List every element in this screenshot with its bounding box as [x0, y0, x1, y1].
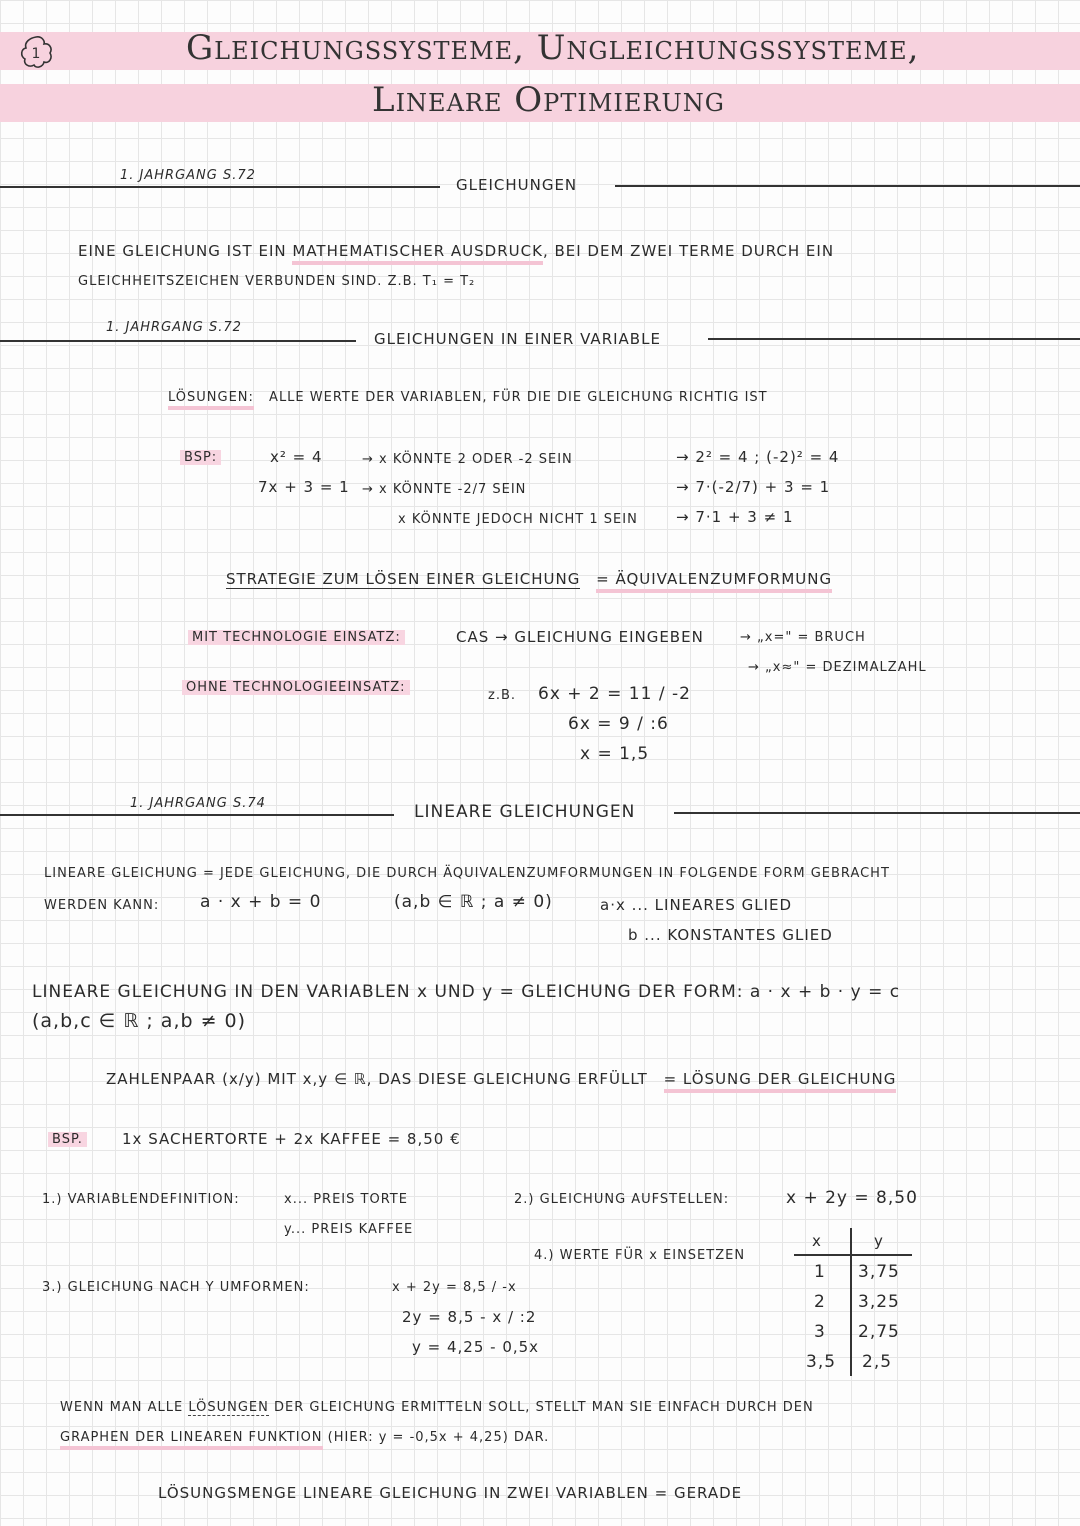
ex1-equation: x² = 4	[270, 448, 323, 466]
pair-row	[106, 1070, 896, 1088]
pair-result: = LÖSUNG DER GLEICHUNG	[664, 1070, 897, 1093]
section1-rule-right	[615, 185, 1080, 187]
graph-line1-d: ERMITTELN SOLL, STELLT MAN SIE EINFACH DURCH DEN	[401, 1400, 814, 1415]
section2-ref: 1. JAHRGANG S.72	[106, 320, 242, 335]
section3-heading: LINEARE GLEICHUNGEN	[414, 802, 636, 822]
graph-line2-a: GRAPHEN DER LINEAREN FUNKTION	[60, 1430, 323, 1450]
notech-step3: x = 1,5	[580, 744, 650, 764]
table-divider	[850, 1228, 852, 1376]
section3-rule-left	[0, 814, 394, 816]
linear-def-form: a · x + b = 0	[200, 892, 322, 912]
page-title-line2: Lineare Optimierung	[372, 80, 725, 120]
table-row-2-x: 2	[814, 1292, 826, 1312]
graph-line1-a: WENN MAN ALLE	[60, 1400, 184, 1415]
step1-x: x... PREIS TORTE	[284, 1192, 408, 1207]
step4-label: 4.) WERTE FÜR x EINSETZEN	[534, 1248, 746, 1263]
def-text-highlight: MATHEMATISCHER AUSDRUCK	[292, 242, 543, 265]
final-statement: LÖSUNGSMENGE LINEARE GLEICHUNG IN ZWEI VARIABLEN = GERADE	[158, 1484, 743, 1502]
section2-rule-left	[0, 340, 356, 342]
step3-line2: 2y = 8,5 - x / :2	[402, 1308, 537, 1326]
table-row-3-y: 2,75	[858, 1322, 900, 1342]
ex2-check: → 7·(-2/7) + 3 = 1	[676, 478, 831, 496]
strategy-row	[226, 570, 832, 588]
table-row-1-y: 3,75	[858, 1262, 900, 1282]
two-var-line2: (a,b,c ∈ ℝ ; a,b ≠ 0)	[32, 1010, 247, 1032]
graph-line1-c: DER GLEICHUNG	[274, 1400, 396, 1415]
tech-text: CAS → GLEICHUNG EINGEBEN	[456, 628, 704, 646]
solutions-label: LÖSUNGEN:	[168, 390, 254, 410]
section1-heading: GLEICHUNGEN	[456, 176, 578, 194]
table-row-4-x: 3,5	[806, 1352, 837, 1372]
ex3-check: → 7·1 + 3 ≠ 1	[676, 508, 794, 526]
notech-step2: 6x = 9 / :6	[568, 714, 669, 734]
graph-line1-b: LÖSUNGEN	[188, 1400, 269, 1415]
step3-line3: y = 4,25 - 0,5x	[412, 1338, 540, 1356]
graph-line2-b: (HIER: y = -0,5x + 4,25) DAR.	[327, 1430, 550, 1445]
section2-heading: GLEICHUNGEN IN EINER VARIABLE	[374, 330, 661, 348]
section1-def-line1	[78, 242, 834, 260]
step2-equation: x + 2y = 8,50	[786, 1188, 918, 1208]
table-row-3-x: 3	[814, 1322, 826, 1342]
example-bsp-text: 1x SACHERTORTE + 2x KAFFEE = 8,50 €	[122, 1130, 461, 1148]
section3-rule-right	[674, 812, 1080, 814]
tech-result2: → „x≈" = DEZIMALZAHL	[748, 660, 927, 675]
step3-label: 3.) GLEICHUNG NACH Y UMFORMEN:	[42, 1280, 310, 1295]
section1-def-line2: GLEICHHEITSZEICHEN VERBUNDEN SIND. Z.B. T₁ = T₂	[78, 274, 476, 289]
ex1-note: → x KÖNNTE 2 ODER -2 SEIN	[362, 452, 573, 467]
linear-def-ax: a·x ... LINEARES GLIED	[600, 896, 793, 914]
graph-line2	[60, 1430, 549, 1445]
step1-y: y... PREIS KAFFEE	[284, 1222, 414, 1237]
example-bsp-label: BSP.	[48, 1132, 87, 1147]
notech-zb: z.B.	[488, 688, 517, 703]
def-text-a: EINE GLEICHUNG IST EIN	[78, 242, 287, 260]
page-number: 1	[31, 46, 41, 62]
step1-label: 1.) VARIABLENDEFINITION:	[42, 1192, 240, 1207]
table-row-1-x: 1	[814, 1262, 826, 1282]
table-header-x: x	[812, 1232, 822, 1250]
linear-def-cond: (a,b ∈ ℝ ; a ≠ 0)	[394, 892, 553, 912]
ex2-note: → x KÖNNTE -2/7 SEIN	[362, 482, 527, 497]
strategy-value: = ÄQUIVALENZUMFORMUNG	[596, 570, 832, 593]
linear-def-b: b ... KONSTANTES GLIED	[628, 926, 833, 944]
bsp-label: BSP:	[180, 450, 221, 465]
page-title-line1: Gleichungssysteme, Ungleichungssysteme,	[186, 28, 920, 68]
two-var-line1: LINEARE GLEICHUNG IN DEN VARIABLEN x UND y = GLEICHUNG DER FORM: a · x + b · y = c	[32, 982, 901, 1002]
linear-def-line1: LINEARE GLEICHUNG = JEDE GLEICHUNG, DIE DURCH ÄQUIVALENZUMFORMUNGEN IN FOLGENDE FORM GEBRACHT	[44, 866, 890, 881]
table-row-2-y: 3,25	[858, 1292, 900, 1312]
tech-result1: → „x=" = BRUCH	[740, 630, 866, 645]
notech-label: OHNE TECHNOLOGIEEINSATZ:	[182, 680, 410, 695]
table-row-4-y: 2,5	[862, 1352, 893, 1372]
solutions-row	[168, 390, 768, 405]
table-header-line	[794, 1254, 912, 1256]
notech-step1: 6x + 2 = 11 / -2	[538, 684, 691, 704]
ex2-equation: 7x + 3 = 1	[258, 478, 350, 496]
step2-label: 2.) GLEICHUNG AUFSTELLEN:	[514, 1192, 730, 1207]
strategy-label: STRATEGIE ZUM LÖSEN EINER GLEICHUNG	[226, 570, 581, 588]
ex3-note: x KÖNNTE JEDOCH NICHT 1 SEIN	[398, 512, 638, 527]
section1-rule-left	[0, 186, 440, 188]
table-header-y: y	[874, 1232, 884, 1250]
step3-line1: x + 2y = 8,5 / -x	[392, 1280, 517, 1295]
section3-ref: 1. JAHRGANG S.74	[130, 796, 266, 811]
tech-label: MIT TECHNOLOGIE EINSATZ:	[188, 630, 405, 645]
pair-text: ZAHLENPAAR (x/y) MIT x,y ∈ ℝ, DAS DIESE GLEICHUNG ERFÜLLT	[106, 1070, 648, 1088]
section1-ref: 1. JAHRGANG S.72	[120, 168, 256, 183]
graph-line1	[60, 1400, 814, 1415]
linear-def-werden: WERDEN KANN:	[44, 898, 160, 913]
section2-rule-right	[708, 338, 1080, 340]
solutions-text: ALLE WERTE DER VARIABLEN, FÜR DIE DIE GLEICHUNG RICHTIG IST	[269, 390, 768, 405]
ex1-check: → 2² = 4 ; (-2)² = 4	[676, 448, 840, 466]
def-text-c: , BEI DEM ZWEI TERME DURCH EIN	[542, 242, 835, 260]
page-number-icon	[18, 34, 54, 70]
